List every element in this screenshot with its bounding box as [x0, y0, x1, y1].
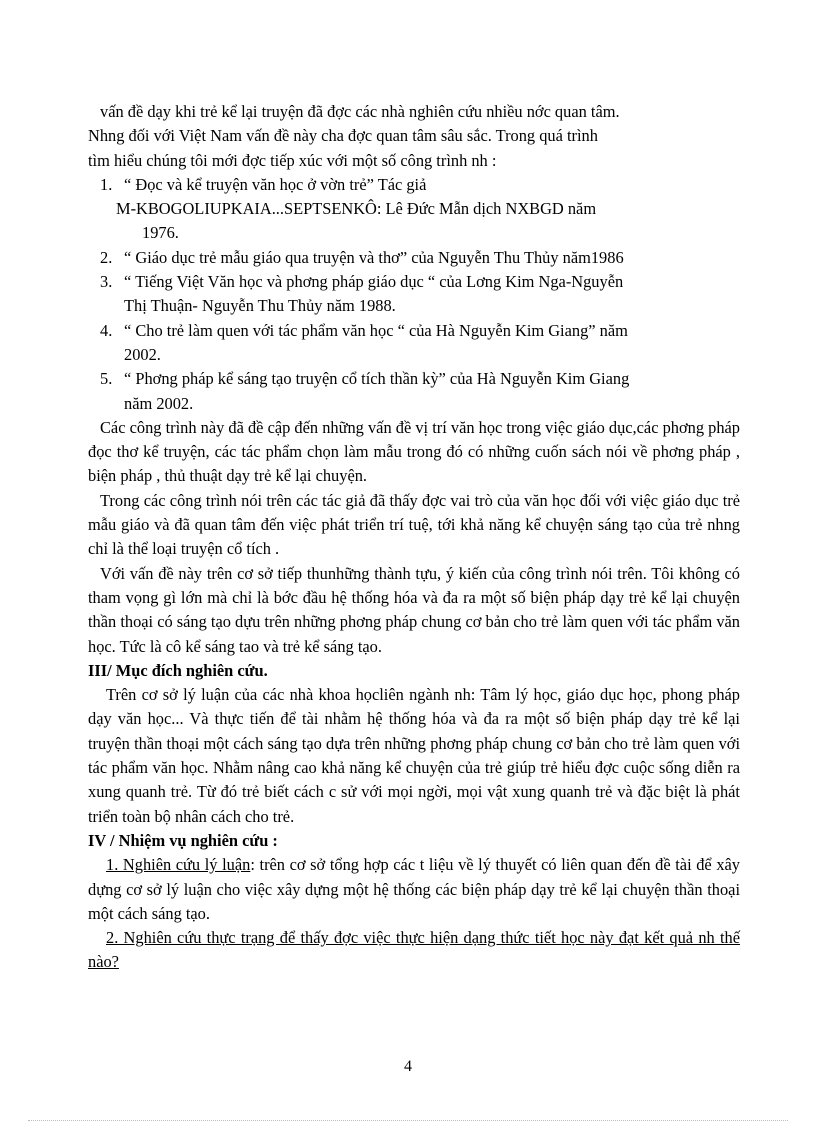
reference-line: “ Giáo dục trẻ mẫu giáo qua truyện và thơ” của Nguyễn Thu Thủy năm1986 [124, 247, 624, 267]
reference-line: “ Đọc và kể truyện văn học ở vờn trẻ” Tác giả [124, 174, 427, 194]
reference-number: 2. [100, 247, 113, 267]
body-paragraph: Các công trình này đã đề cập đến những vấn đề vị trí văn học trong việc giáo dục,các phơng pháp đọc thơ kể truyện, các tác phẩm chọn làm mẫu trong đó có những cuốn sách nói về phơng pháp , biện pháp , thủ thuật dạy trẻ kể lại chuyện. [88, 417, 740, 486]
document-body [88, 100, 740, 975]
task-item-practice: 2. Nghiên cứu thực trạng để thấy đợc việc thực hiện dạng thức tiết học này đạt kết quả nh thế nào? [88, 928, 740, 972]
reference-number: 1. [100, 174, 113, 194]
task-item-theory-label: 1. Nghiên cứu lý luận [106, 855, 251, 875]
reference-item [88, 173, 740, 246]
reference-line: 1976. [142, 223, 179, 243]
purpose-paragraph: Trên cơ sở lý luận của các nhà khoa họcliên ngành nh: Tâm lý học, giáo dục học, phong pháp dạy văn học... Và thực tiến để tài nhằm hệ thống hóa và đa ra một số biện pháp dạy trẻ kể lại truyện thần thoại một cách sáng tạo dựa trên những phơng pháp chung cơ bản cho trẻ làm quen với tác phẩm văn học. Nhằm nâng cao khả năng kể chuyện của trẻ giúp trẻ hiểu đợc cuộc sống diễn ra xung quanh trẻ. Từ đó trẻ biết cách c sử với mọi ngời, mọi vật xung quanh trẻ và đặc biệt là phát triển toàn bộ nhân cách cho trẻ. [88, 685, 740, 826]
body-paragraph: Với vấn đề này trên cơ sở tiếp thunhững thành tựu, ý kiến của công trình nói trên. Tôi không có tham vọng gì lớn mà chỉ là bớc đầu hệ thống hóa và đa ra một số biện pháp dạy trẻ kể lại chuyện thần thoại có sáng tạo dựu trên những phơng pháp chung cơ bản cho trẻ làm quen với tác phẩm văn học. Tức là cô kể sáng tao và trẻ kể sáng tạo. [88, 563, 740, 656]
reference-line: 2002. [124, 344, 161, 364]
intro-line: tìm hiểu chúng tôi mới đợc tiếp xúc với một số công trình nh : [88, 150, 497, 170]
page-bottom-divider [28, 1120, 788, 1121]
reference-line: “ Phơng pháp kể sáng tạo truyện cổ tích thần kỳ” của Hà Nguyễn Kim Giang [124, 369, 630, 389]
reference-line: năm 2002. [124, 393, 194, 413]
reference-number: 5. [100, 369, 113, 389]
reference-line: M-KBOGOLIUPKAIA...SEPTSENKÔ: Lê Đức Mẫn dịch NXBGD năm [116, 199, 597, 219]
intro-line: Nhng đối với Việt Nam vấn đề này cha đợc quan tâm sâu sắc. Trong quá trình [88, 126, 598, 146]
reference-item [88, 319, 740, 368]
reference-number: 3. [100, 272, 113, 292]
reference-number: 4. [100, 320, 113, 340]
task-item-theory-text: : trên cơ sở tổng hợp các t liệu về lý thuyết có liên quan đến đề tài để xây dựng cơ sở lý luận cho việc xây dựng một hệ thống các biện pháp dạy trẻ kể lại chuyện thần thoại một cách sáng tạo. [88, 855, 740, 923]
section-heading-tasks: IV / Nhiệm vụ nghiên cứu : [88, 830, 278, 850]
task-item-theory [88, 853, 740, 926]
section-heading-purpose: III/ Mục đích nghiên cứu. [88, 660, 268, 680]
reference-line: “ Cho trẻ làm quen với tác phẩm văn học “ của Hà Nguyễn Kim Giang” năm [124, 320, 628, 340]
reference-item [88, 367, 740, 416]
intro-paragraph [88, 100, 740, 173]
reference-list [88, 173, 740, 416]
reference-line: Thị Thuận- Nguyễn Thu Thủy năm 1988. [124, 296, 396, 316]
body-paragraph: Trong các công trình nói trên các tác giả đã thấy đợc vai trò của văn học đối với việc giáo dục trẻ mẫu giáo và đã quan tâm đến việc phát triển trí tuệ, tới khả năng kể chuyện sáng tạo của trẻ nhng chỉ là thể loại truyện cổ tích . [88, 490, 740, 559]
reference-item [88, 270, 740, 319]
reference-item [88, 246, 740, 270]
intro-line: vấn đề dạy khi trẻ kể lại truyện đã đợc các nhà nghiên cứu nhiều nớc quan tâm. [100, 102, 620, 121]
page-number: 4 [404, 1058, 412, 1075]
reference-line: “ Tiếng Việt Văn học và phơng pháp giáo dục “ của Lơng Kim Nga-Nguyễn [124, 272, 624, 292]
